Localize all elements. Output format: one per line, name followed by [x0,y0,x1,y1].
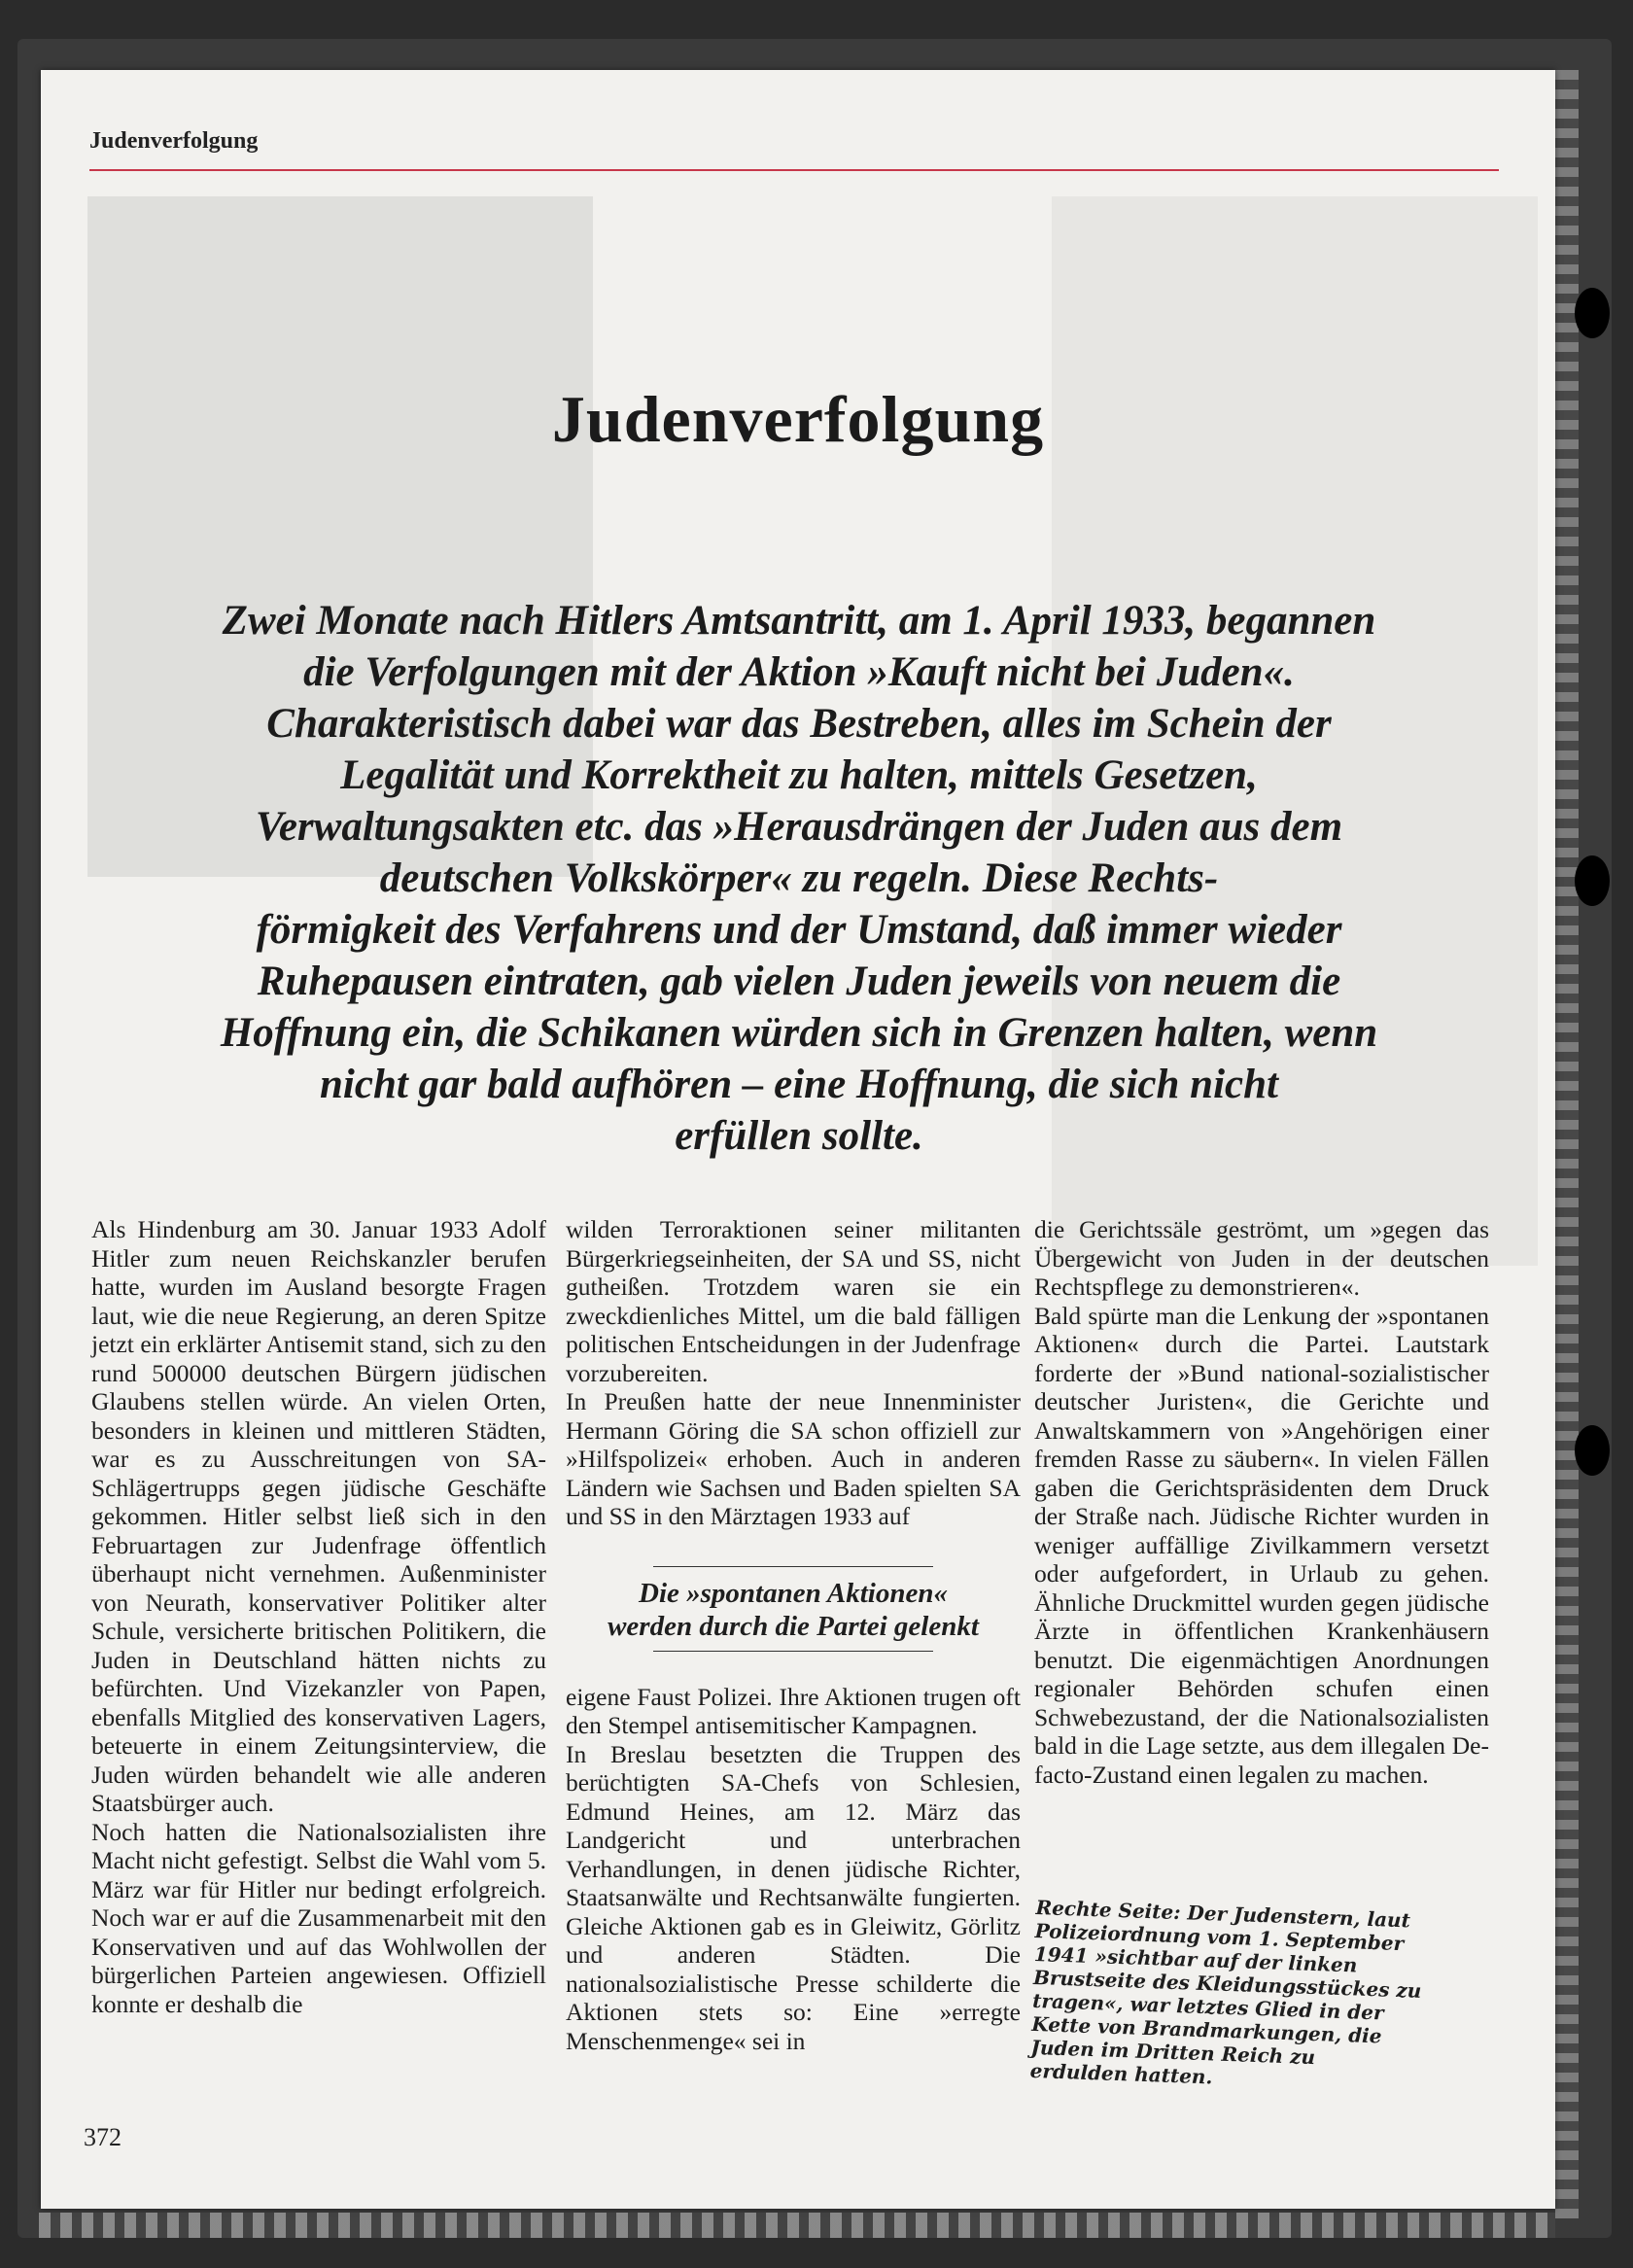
intro-line: Verwaltungsakten etc. das »Herausdrängen der Juden aus dem [255,804,1343,850]
intro-line: die Verfolgungen mit der Aktion »Kauft nicht bei Juden«. [303,649,1295,695]
intro-line: deutschen Volkskörper« zu regeln. Diese Rechts- [379,855,1219,901]
binder-hole [1575,855,1610,906]
binder-hole [1575,288,1610,338]
text-column-1 [91,1215,546,2018]
paragraph: wilden Terroraktionen seiner militanten Bürgerkriegseinheiten, der SA und SS, nicht gutheißen. Trotzdem waren sie ein zweckdienliches Mittel, um die bald fälligen politischen Entscheidungen in der Judenfrage vorzubereiten. [566,1215,1021,1387]
text-column-2 [566,1215,1021,2055]
image-caption: Rechte Seite: Der Judenstern, laut Polizeiordnung vom 1. September 1941 »sichtbar auf der linken Brustseite des Kleidungsstückes zu tragen«, war letztes Glied in der Kette von Brandmarkungen, die Juden im Dritten Reich zu erdulden hatten. [1029,1896,1422,2089]
paragraph: Als Hindenburg am 30. Januar 1933 Adolf Hitler zum neuen Reichskanzler berufen hatte, wurden im Ausland besorgte Fragen laut, wie die neue Regierung, an deren Spitze jetzt ein erklärter Antisemit stand, sich zu den rund 500000 deutschen Bürgern jüdischen Glaubens stellen würde. An vielen Orten, besonders in kleinen und mittleren Städten, war es zu Ausschreitungen von SA-Schlägertrupps gegen jüdische Geschäfte gekommen. Hitler selbst ließ sich in den Februartagen zur Judenfrage öffentlich überhaupt nicht vernehmen. Außenminister von Neurath, konservativer Politiker alter Schule, versicherte britischen Politikern, die Juden in Deutschland hätten nichts zu befürchten. Und Vizekanzler von Papen, ebenfalls Mitglied des konservativen Lagers, beteuerte in einem Zeitungsinterview, die Juden würden behandelt wie alle anderen Staatsbürger auch. [91,1215,546,1817]
subheading-rule [653,1566,933,1567]
page-title: Judenverfolgung [551,382,1045,456]
intro-line: Ruhepausen eintraten, gab vielen Juden jeweils von neuem die [257,959,1341,1004]
running-head: Judenverfolgung [89,128,259,154]
sleeve-perforation-side [1555,70,1579,2218]
subheading-line: werden durch die Partei gelenkt [608,1610,979,1642]
binder-hole [1575,1425,1610,1476]
intro-line: Zwei Monate nach Hitlers Amtsantritt, am 1. April 1933, begannen [222,598,1376,644]
intro-line: erfüllen sollte. [675,1113,923,1159]
section-subheading [595,1566,991,1652]
paragraph: In Breslau besetzten die Truppen des berüchtigten SA-Chefs von Schlesien, Edmund Heines, am 12. März das Landgericht und unterbrachen Verhandlungen, in denen jüdische Richter, Staatsanwälte und Rechtsanwälte fungierten. Gleiche Aktionen gab es in Gleiwitz, Görlitz und anderen Städten. Die nationalsozialistische Presse schilderte die Aktionen stets so: Eine »erregte Menschenmenge« sei in [566,1739,1021,2055]
subheading-line: Die »spontanen Aktionen« [639,1577,948,1609]
paragraph: eigene Faust Polizei. Ihre Aktionen trugen oft den Stempel antisemitischer Kampagnen. [566,1682,1021,1739]
intro-paragraph [216,595,1382,1162]
page-number: 372 [84,2123,122,2151]
intro-line: nicht gar bald aufhören – eine Hoffnung, die sich nicht [320,1062,1278,1107]
intro-line: Charakteristisch dabei war das Bestreben, alles im Schein der [266,701,1332,747]
intro-line: Hoffnung ein, die Schikanen würden sich in Grenzen halten, wenn [220,1010,1378,1056]
intro-line: förmigkeit des Verfahrens und der Umstand, daß immer wieder [256,907,1342,953]
paragraph: In Preußen hatte der neue Innenminister Hermann Göring die SA schon offiziell zur »Hilfspolizei« erhoben. Auch in anderen Ländern wie Sachsen und Baden spielten SA und SS in den Märztagen 1933 auf [566,1387,1021,1530]
paragraph: Bald spürte man die Lenkung der »spontanen Aktionen« durch die Partei. Lautstark forderte der »Bund national-sozialistischer deutscher Juristen«, die Gerichte und Anwaltskammern von »Angehörigen einer fremden Rasse zu säubern«. In vielen Fällen gaben die Gerichtspräsidenten dem Druck der Straße nach. Jüdische Richter wurden in weniger auffällige Zivilkammern versetzt oder aufgefordert, in Urlaub zu gehen. Ähnliche Druckmittel wurden gegen jüdische Ärzte in öffentlichen Krankenhäusern benutzt. Die eigenmächtigen Anordnungen regionaler Behörden schufen einen Schwebezustand, der die Nationalsozialisten bald in die Lage setzte, aus dem illegalen De-facto-Zustand einen legalen zu machen. [1034,1301,1489,1789]
document-page [41,70,1555,2209]
subheading-rule [653,1651,933,1652]
header-rule [89,169,1499,171]
intro-line: Legalität und Korrektheit zu halten, mittels Gesetzen, [340,752,1258,798]
paragraph: die Gerichtssäle geströmt, um »gegen das Übergewicht von Juden in der deutschen Rechtspflege zu demonstrieren«. [1034,1215,1489,1301]
paragraph: Noch hatten die Nationalsozialisten ihre Macht nicht gefestigt. Selbst die Wahl vom 5. März war für Hitler nur bedingt erfolgreich. Noch war er auf die Zusammenarbeit mit den Konservativen und auf das Wohlwollen der bürgerlichen Parteien angewiesen. Offiziell konnte er deshalb die [91,1817,546,2018]
sleeve-perforation-bottom [39,2213,1555,2238]
text-column-3 [1034,1215,1489,1789]
